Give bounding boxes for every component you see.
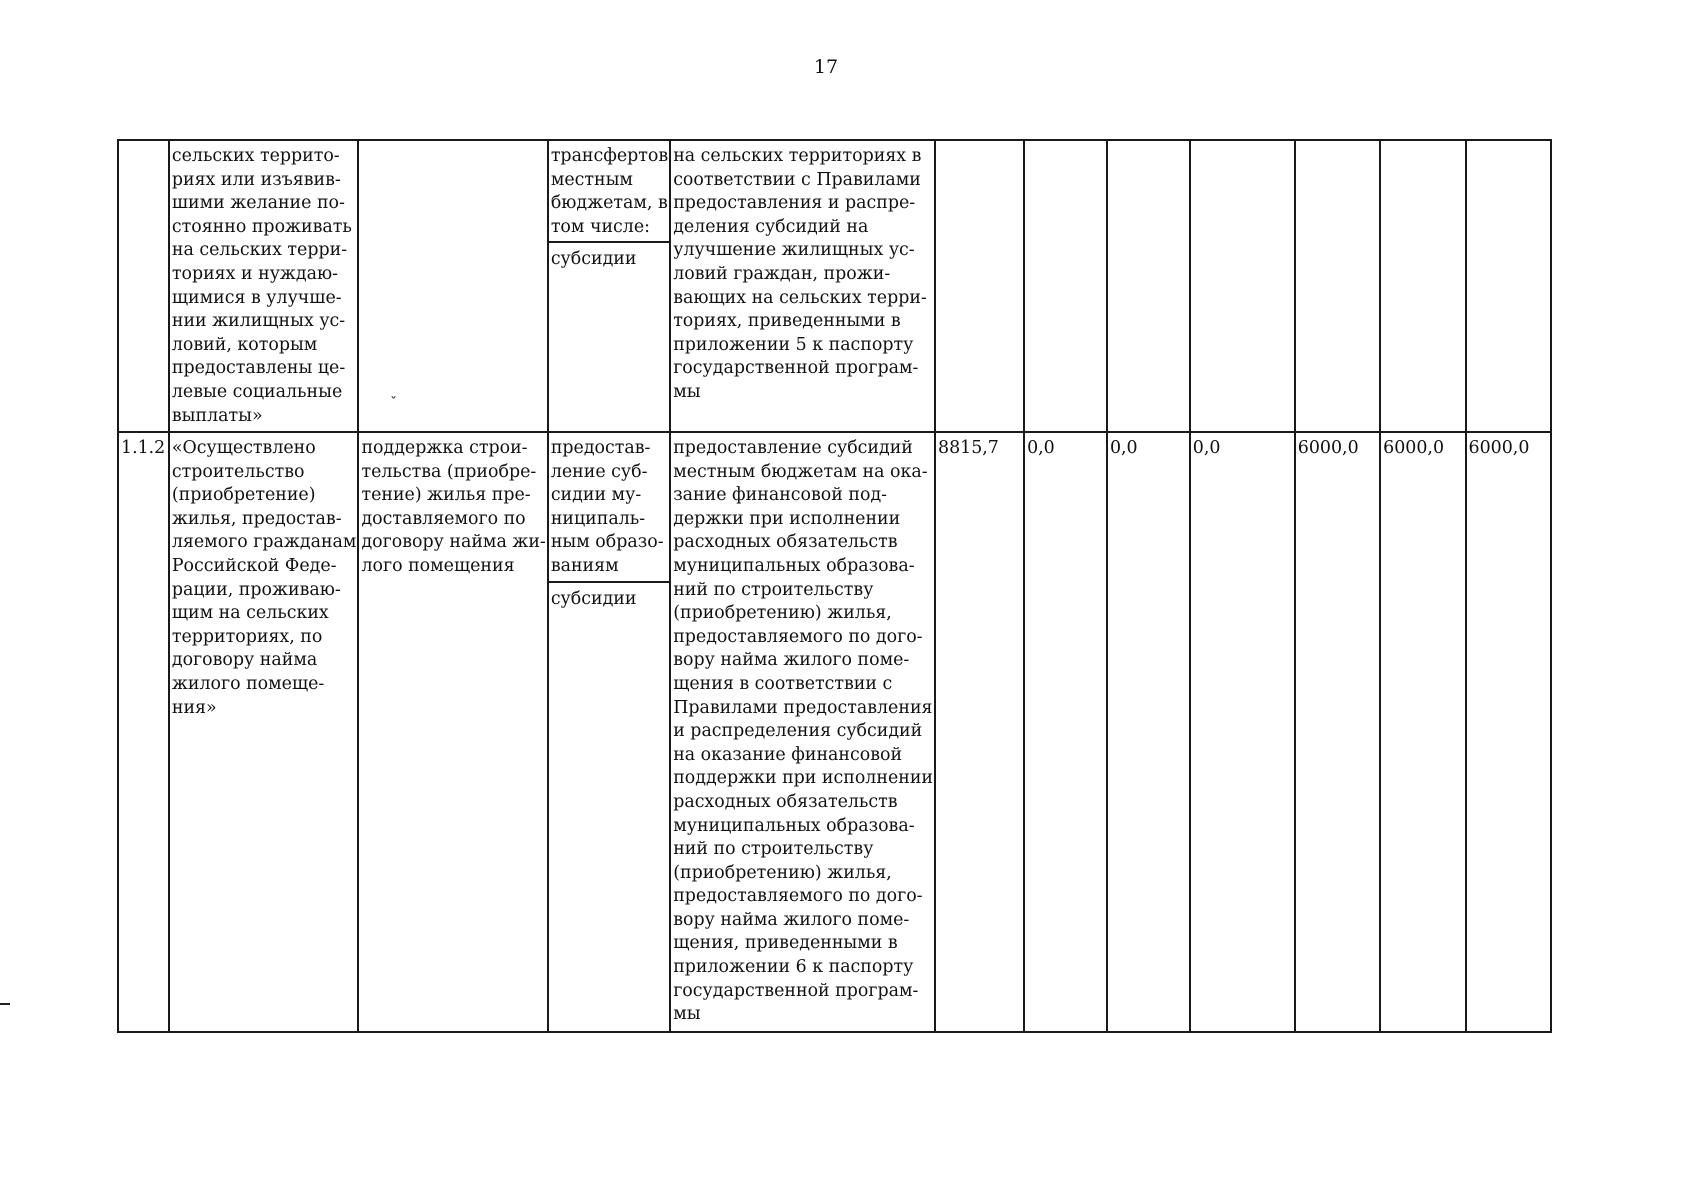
text-line: муниципальных образова-	[673, 555, 915, 576]
text-line: щим на сельских	[171, 603, 329, 624]
text-line: том числе:	[550, 216, 650, 237]
text-line: доставляемого по	[361, 508, 526, 529]
description-text	[673, 145, 933, 405]
text-line: лого помещения	[361, 555, 515, 576]
text-line: нии жилищных ус-	[171, 311, 346, 332]
cell-value	[1024, 140, 1107, 432]
text-line: расходных обязательств	[673, 791, 898, 812]
cell-value	[935, 140, 1024, 432]
text-line: деления субсидий на	[673, 216, 869, 237]
name-text	[172, 145, 357, 428]
text-line: мы	[673, 1004, 701, 1025]
text-line: предоставления и распре-	[673, 193, 916, 214]
text-line: расходных обязательств	[673, 532, 898, 553]
cell-value	[1295, 140, 1380, 432]
name-text	[172, 437, 357, 720]
cell-value: 6000,0	[1295, 432, 1380, 1032]
text-line: поддержки при исполнении	[673, 768, 934, 789]
stray-mark: ˇ	[390, 395, 397, 411]
text-line: на оказание финансовой	[673, 744, 903, 765]
text-line: на сельских терри-	[171, 240, 348, 261]
text-line: риях или изъявив-	[171, 169, 341, 190]
cell-value	[1380, 140, 1465, 432]
text-line: жилья, предостав-	[171, 508, 342, 529]
text-line: шими желание по-	[171, 193, 345, 214]
text-line: территориях, по	[171, 626, 323, 647]
cell-value: 0,0	[1190, 432, 1295, 1032]
text-line: ловий, которым	[171, 334, 318, 355]
text-line: зание финансовой под-	[673, 485, 888, 506]
text-line: строительство	[171, 461, 305, 482]
text-line: ний по строительству	[673, 839, 874, 860]
text-line: улучшение жилищных ус-	[673, 240, 915, 261]
program-table	[117, 139, 1552, 1033]
text-line: ляемого гражданам	[171, 532, 357, 553]
text-line: держки при исполнении	[673, 508, 901, 529]
text-line: стоянно проживать	[171, 216, 352, 237]
text-line: ловий граждан, прожи-	[673, 263, 891, 284]
cell-number	[118, 140, 169, 432]
text-line: Российской Феде-	[171, 555, 337, 576]
cell-transfer-type	[548, 140, 670, 432]
text-line: ния»	[171, 697, 217, 718]
cell-value: 0,0	[1024, 432, 1107, 1032]
text-line: щения, приведенными в	[673, 933, 898, 954]
text-line: ториях, приведенными в	[673, 311, 901, 332]
description-text	[673, 437, 933, 1027]
cell-value	[1190, 140, 1295, 432]
cell-purpose	[358, 432, 547, 1032]
text-line: жилого помеще-	[171, 673, 325, 694]
cell-name	[169, 140, 359, 432]
text-line: соответствии с Правилами	[673, 169, 921, 190]
text-line: договору найма жи-	[361, 532, 546, 553]
text-line: вору найма жилого поме-	[673, 650, 910, 671]
text-line: государственной програм-	[673, 980, 919, 1001]
cell-description	[670, 432, 935, 1032]
text-line: (приобретению) жилья,	[673, 862, 892, 883]
cell-number: 1.1.2	[118, 432, 169, 1032]
text-line: ление суб-	[550, 461, 648, 482]
text-line: субсидии	[550, 249, 637, 270]
text-line: предоставляемого по дого-	[673, 886, 923, 907]
text-line: (приобретению) жилья,	[673, 603, 892, 624]
text-line: сидии му-	[550, 485, 642, 506]
page-number: 17	[813, 56, 839, 78]
table-row	[118, 432, 1551, 1032]
cell-name	[169, 432, 359, 1032]
text-line: сельских террито-	[171, 146, 340, 166]
text-line: бюджетам, в	[550, 193, 668, 214]
text-line: ниципаль-	[550, 508, 646, 529]
text-line: ний по строительству	[673, 579, 874, 600]
cell-purpose	[358, 140, 547, 432]
text-line: государственной програм-	[673, 358, 919, 379]
text-line: и распределения субсидий	[673, 721, 923, 742]
text-line: (приобретение)	[171, 485, 316, 506]
subsidy-label	[551, 243, 668, 272]
cell-value	[1466, 140, 1551, 432]
text-line: рации, проживаю-	[171, 579, 341, 600]
cell-value: 8815,7	[935, 432, 1024, 1032]
transfer-type-text	[549, 145, 669, 243]
text-line: муниципальных образова-	[673, 815, 915, 836]
text-line: ваниям	[550, 555, 619, 576]
text-line: тение) жилья пре-	[361, 485, 531, 506]
text-line: приложении 5 к паспорту	[673, 334, 914, 355]
text-line: на сельских территориях в	[673, 146, 922, 166]
text-line: предоставляемого по дого-	[673, 626, 923, 647]
subsidy-label	[551, 583, 668, 612]
text-line: договору найма	[171, 650, 318, 671]
transfer-type-text	[549, 437, 669, 583]
text-line: левые социальные	[171, 381, 343, 402]
text-line: мы	[673, 381, 701, 402]
text-line: тельства (приобре-	[361, 461, 537, 482]
text-line: трансфертов	[550, 146, 669, 166]
text-line: щения в соответствии с	[673, 673, 893, 694]
cell-value: 6000,0	[1380, 432, 1465, 1032]
purpose-text	[361, 437, 545, 579]
cell-value: 6000,0	[1466, 432, 1551, 1032]
text-line: ным образо-	[550, 532, 664, 553]
text-line: выплаты»	[171, 405, 263, 426]
cell-transfer-type	[548, 432, 670, 1032]
text-line: щимися в улучше-	[171, 287, 342, 308]
text-line: предоставление субсидий	[673, 438, 913, 458]
text-line: вающих на сельских терри-	[673, 287, 927, 308]
text-line: приложении 6 к паспорту	[673, 957, 914, 978]
margin-mark	[0, 1003, 10, 1005]
text-line: субсидии	[550, 588, 637, 609]
text-line: предоставлены це-	[171, 358, 346, 379]
text-line: предостав-	[550, 438, 651, 458]
table-row	[118, 140, 1551, 432]
text-line: ториях и нуждаю-	[171, 263, 339, 284]
text-line: Правилами предоставления	[673, 697, 933, 718]
cell-description	[670, 140, 935, 432]
text-line: «Осуществлено	[171, 438, 316, 458]
text-line: местным	[550, 169, 633, 190]
text-line: поддержка строи-	[361, 438, 528, 458]
cell-value: 0,0	[1107, 432, 1190, 1032]
text-line: вору найма жилого поме-	[673, 909, 910, 930]
text-line: местным бюджетам на ока-	[673, 461, 928, 482]
cell-value	[1107, 140, 1190, 432]
